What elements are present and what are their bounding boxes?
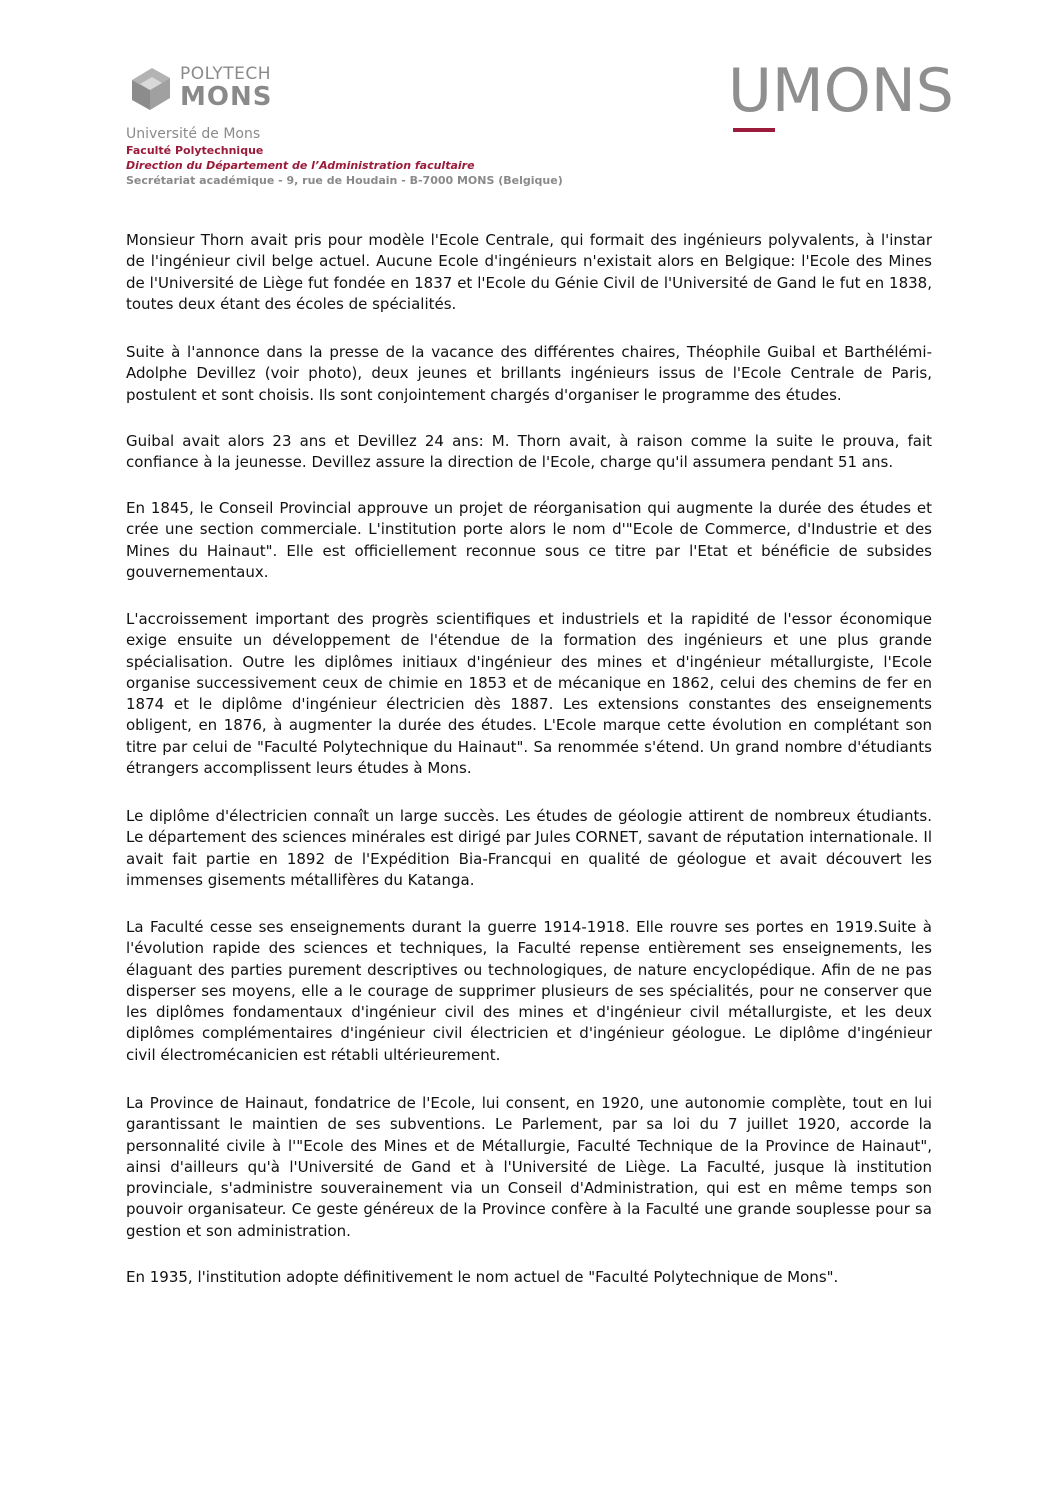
university-name: Université de Mons <box>126 126 261 142</box>
umons-logo <box>728 58 1004 134</box>
paragraph-5: L'accroissement important des progrès scientifiques et industriels et la rapidité de l'essor économique exige ensuite un développement de l'étendue de la formation des ingénieurs et une plus grande spécialisation. Outre les diplômes initiaux d'ingénieur des mines et d'ingénieur métallurgiste, l'Ecole organise successivement ceux de chimie en 1853 et de mécanique en 1862, celui des chemins de fer en 1874 et le diplôme d'ingénieur électricien dès 1887. Les extensions constantes des enseignements obligent, en 1876, à augmenter la durée des études. L'Ecole marque cette évolution en complétant son titre par celui de "Faculté Polytechnique du Hainaut". Sa renommée s'étend. Un grand nombre d'étudiants étrangers accomplissent leurs études à Mons. <box>126 610 932 778</box>
paragraph-1: Monsieur Thorn avait pris pour modèle l'Ecole Centrale, qui formait des ingénieurs polyvalents, à l'instar de l'ingénieur civil belge actuel. Aucune Ecole d'ingénieurs n'existait alors en Belgique: l'Ecole des Mines de l'Université de Liège fut fondée en 1837 et l'Ecole du Génie Civil de l'Université de Gand le fut en 1838, toutes deux étant des écoles de spécialités. <box>126 231 932 313</box>
umons-logo-underline <box>733 128 775 132</box>
paragraph-9: En 1935, l'institution adopte définitivement le nom actuel de "Faculté Polytechnique de Mons". <box>126 1268 839 1286</box>
polytech-logo-line1: POLYTECH <box>180 64 272 84</box>
polytech-mons-logo <box>128 60 298 116</box>
paragraph-4: En 1845, le Conseil Provincial approuve un projet de réorganisation qui augmente la durée des études et crée une section commerciale. L'institution porte alors le nom d'"Ecole de Commerce, d'Industrie et des Mines du Hainaut". Elle est officiellement reconnue sous ce titre par l'Etat et bénéficie de subsides gouvernementaux. <box>126 499 932 581</box>
umons-logo-text: UMONS <box>728 56 954 126</box>
paragraph-6: Le diplôme d'électricien connaît un large succès. Les études de géologie attirent de nombreux étudiants. Le département des sciences minérales est dirigé par Jules CORNET, savant de réputation internationale. Il avait fait partie en 1892 de l'Expédition Bia-Francqui en qualité de géologue et avait découvert les immenses gisements métallifères du Katanga. <box>126 807 932 889</box>
polytech-cube-icon <box>128 62 174 112</box>
paragraph-8: La Province de Hainaut, fondatrice de l'Ecole, lui consent, en 1920, une autonomie complète, tout en lui garantissant le maintien de ses subventions. Le Parlement, par sa loi du 7 juillet 1920, accorde la personnalité civile à l'"Ecole des Mines et de Métallurgie, Faculté Technique de la Province de Hainaut", ainsi d'ailleurs qu'à l'Université de Gand et à l'Université de Liège. La Faculté, jusque là institution provinciale, s'administre souverainement via un Conseil d'Administration, qui est en même temps son pouvoir organisateur. Ce geste généreux de la Province confère à la Faculté une grande souplesse pour sa gestion et son administration. <box>126 1094 932 1240</box>
direction-name: Direction du Département de l’Administration facultaire <box>126 159 475 172</box>
paragraph-7: La Faculté cesse ses enseignements durant la guerre 1914-1918. Elle rouvre ses portes en 1919.Suite à l'évolution rapide des sciences et techniques, la Faculté repense entièrement ses enseignements, les élaguant des parties purement descriptives ou technologiques, de nature encyclopédique. Afin de ne pas disperser ses moyens, elle a le courage de supprimer plusieurs de ses spécialités, pour ne conserver que les diplômes fondamentaux d'ingénieur civil des mines et d'ingénieur civil métallurgiste, et les deux diplômes complémentaires d'ingénieur civil électricien et d'ingénieur géologue. Le diplôme d'ingénieur civil électromécanicien est rétabli ultérieurement. <box>126 918 932 1064</box>
paragraph-2: Suite à l'annonce dans la presse de la vacance des différentes chaires, Théophile Guibal et Barthélémi-Adolphe Devillez (voir photo), deux jeunes et brillants ingénieurs issus de l'Ecole Centrale de Paris, postulent et sont choisis. Ils sont conjointement chargés d'organiser le programme des études. <box>126 343 932 404</box>
secretariat-address: Secrétariat académique - 9, rue de Houdain - B-7000 MONS (Belgique) <box>126 174 563 187</box>
paragraph-3: Guibal avait alors 23 ans et Devillez 24 ans: M. Thorn avait, à raison comme la suite le prouva, fait confiance à la jeunesse. Devillez assure la direction de l'Ecole, charge qu'il assumera pendant 51 ans. <box>126 432 932 472</box>
faculty-name: Faculté Polytechnique <box>126 144 264 157</box>
polytech-logo-line2: MONS <box>180 82 273 112</box>
